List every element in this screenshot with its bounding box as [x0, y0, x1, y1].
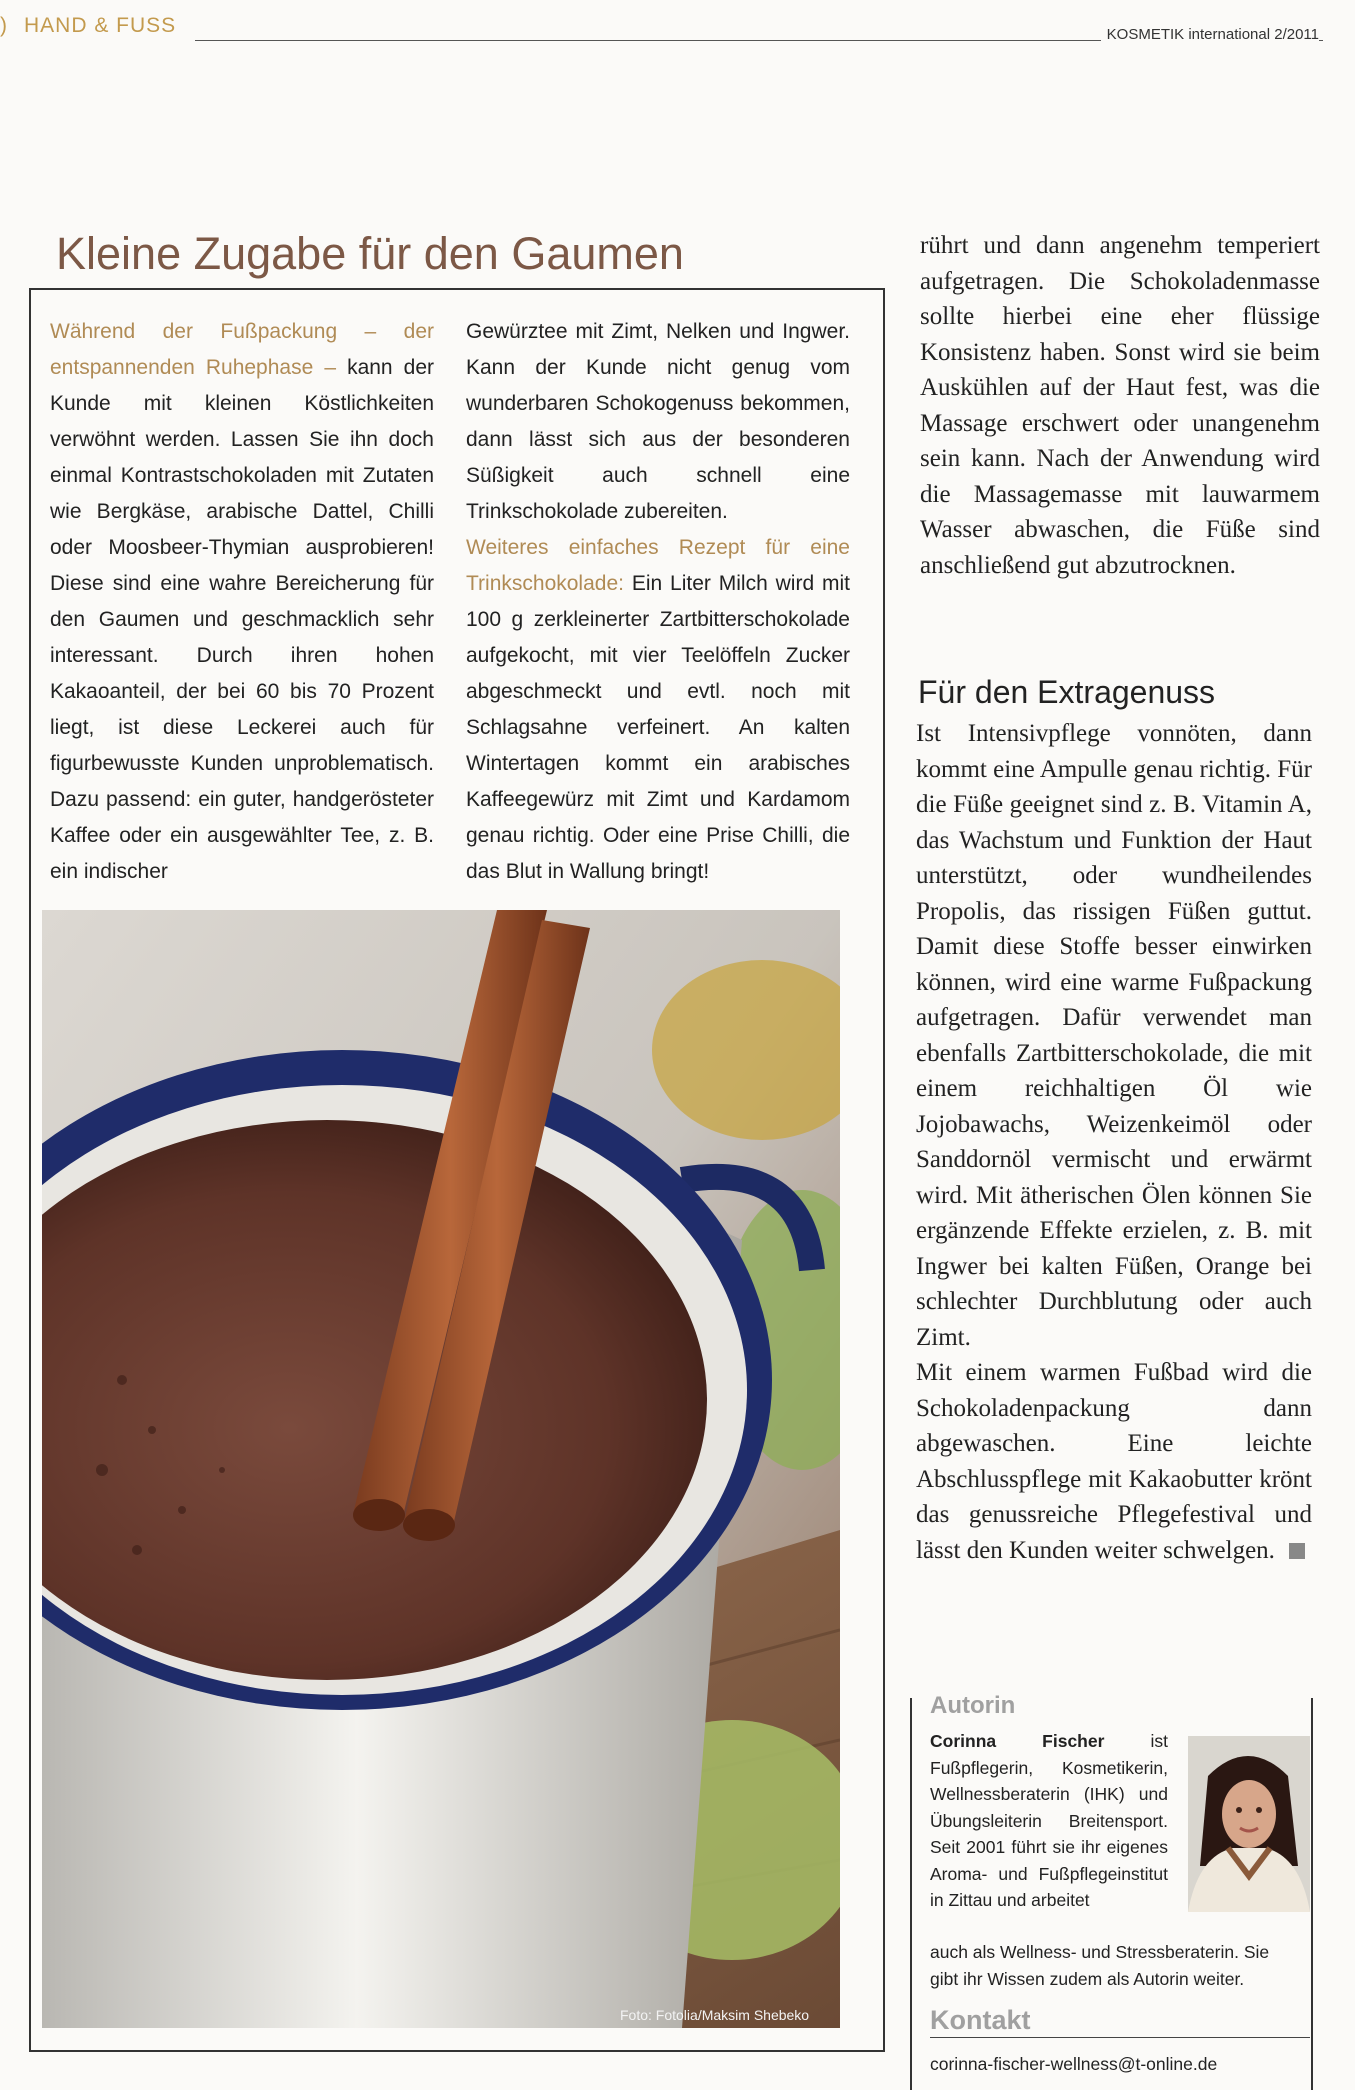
author-name: Corinna Fischer — [930, 1731, 1105, 1751]
contact-rule — [930, 2037, 1310, 2038]
section-name: HAND & FUSS — [24, 14, 177, 37]
page-number: ) — [0, 14, 8, 37]
author-bio-text: ist Fußpflegerin, Kosmetikerin, Wellnessberaterin (IHK) und Übungsleiterin Breitensport. Seit 2001 führt sie ihr eigenes Aroma- und Fußpflegeinstitut in Zittau und arbeitet — [930, 1731, 1168, 1910]
author-bio-cont: auch als Wellness- und Stressberaterin. Sie gibt ihr Wissen zudem als Autorin weiter. — [930, 1942, 1270, 1989]
article-column-3-top: rührt und dann angenehm temperiert aufgetragen. Die Schokoladenmasse sollte hierbei eine eher flüssige Konsistenz haben. Sonst wird sie beim Auskühlen auf der Haut fest, was die Massage erschwert oder unangenehm sein kann. Nach der Anwendung wird die Massagemasse mit lauwarmem Wasser abwaschen, die Füße sind anschließend gut abzutrocknen. — [920, 232, 1320, 579]
body-text: Ein Liter Milch wird mit 100 g zerkleinerter Zartbitterschokolade aufgekocht, mit vier Teelöffeln Zucker abgeschmeckt und evtl. noch mit Schlagsahne verfeinert. An kalten Wintertagen kommt ein arabisches Kaffeegewürz mit Zimt und Kardamom genau richtig. Oder eine Prise Chilli, die das Blut in Wallung bringt! — [466, 572, 850, 883]
contact-heading: Kontakt — [930, 2005, 1031, 2035]
lead-text: Während der Fußpackung – der entspannenden Ruhephase – — [50, 320, 434, 379]
article-column-1 — [50, 314, 434, 890]
author-heading: Autorin — [930, 1692, 1016, 1719]
body-text: Ist Intensivpflege vonnöten, dann kommt eine Ampulle genau richtig. Für die Füße geeignet sind z. B. Vitamin A, das Wachstum und Funktion der Haut unterstützt, oder wundheilendes Propolis, das rissigen Füßen guttut. Damit diese Stoffe besser einwirken können, wird eine warme Fußpackung aufgetragen. Dafür verwendet man ebenfalls Zartbitterschokolade, die mit einem reichhaltigen Öl wie Jojobawachs, Weizenkeimöl oder Sanddornöl vermischt und erwärmt wird. Mit ätherischen Ölen können Sie ergänzende Effekte erzielen, z. B. mit Ingwer bei kalten Füßen, Orange bei schlechter Durchblutung oder auch Zimt. — [916, 720, 1312, 1351]
publication-label: KOSMETIK international 2/2011 — [1101, 26, 1319, 43]
end-mark — [1289, 1543, 1305, 1559]
author-bio — [930, 1728, 1168, 1914]
body-text: kann der Kunde mit kleinen Köstlichkeiten verwöhnt werden. Lassen Sie ihn doch einmal Kontrastschokoladen mit Zutaten wie Bergkäse, arabische Dattel, Chilli oder Moosbeer-Thymian ausprobieren! Diese sind eine wahre Bereicherung für den Gaumen und geschmacklich sehr interessant. Durch ihren hohen Kakaoanteil, der bei 60 bis 70 Prozent liegt, ist diese Leckerei auch für figurbewusste Kunden unproblematisch. Dazu passend: ein guter, handgerösteter Kaffee oder ein ausgewählter Tee, z. B. ein indischer — [50, 356, 435, 883]
article-column-2 — [466, 314, 850, 890]
article-column-3-body — [916, 716, 1312, 1568]
author-photo — [1188, 1736, 1310, 1912]
body-text: Mit einem warmen Fußbad wird die Schokoladenpackung dann abgewaschen. Eine leichte Abschlusspflege mit Kakaobutter krönt das genussreiche Pflegefestival und lässt den Kunden weiter schwelgen. — [916, 1359, 1312, 1564]
body-text: Gewürztee mit Zimt, Nelken und Ingwer. Kann der Kunde nicht genug vom wunderbaren Schokogenuss bekommen, dann lässt sich aus der besonderen Süßigkeit auch schnell eine Trinkschokolade zubereiten. — [466, 320, 850, 523]
article-title: Kleine Zugabe für den Gaumen — [56, 226, 694, 282]
hot-chocolate-photo — [42, 910, 840, 2028]
recipe-lead: Weiteres einfaches Rezept für eine Trinkschokolade: — [466, 536, 850, 595]
contact-email[interactable]: corinna-fischer-wellness@t-online.de — [930, 2054, 1218, 2074]
photo-credit: Foto: Fotolia/Maksim Shebeko — [620, 2007, 810, 2023]
subheading: Für den Extragenuss — [918, 674, 1216, 710]
section-label — [0, 14, 176, 38]
